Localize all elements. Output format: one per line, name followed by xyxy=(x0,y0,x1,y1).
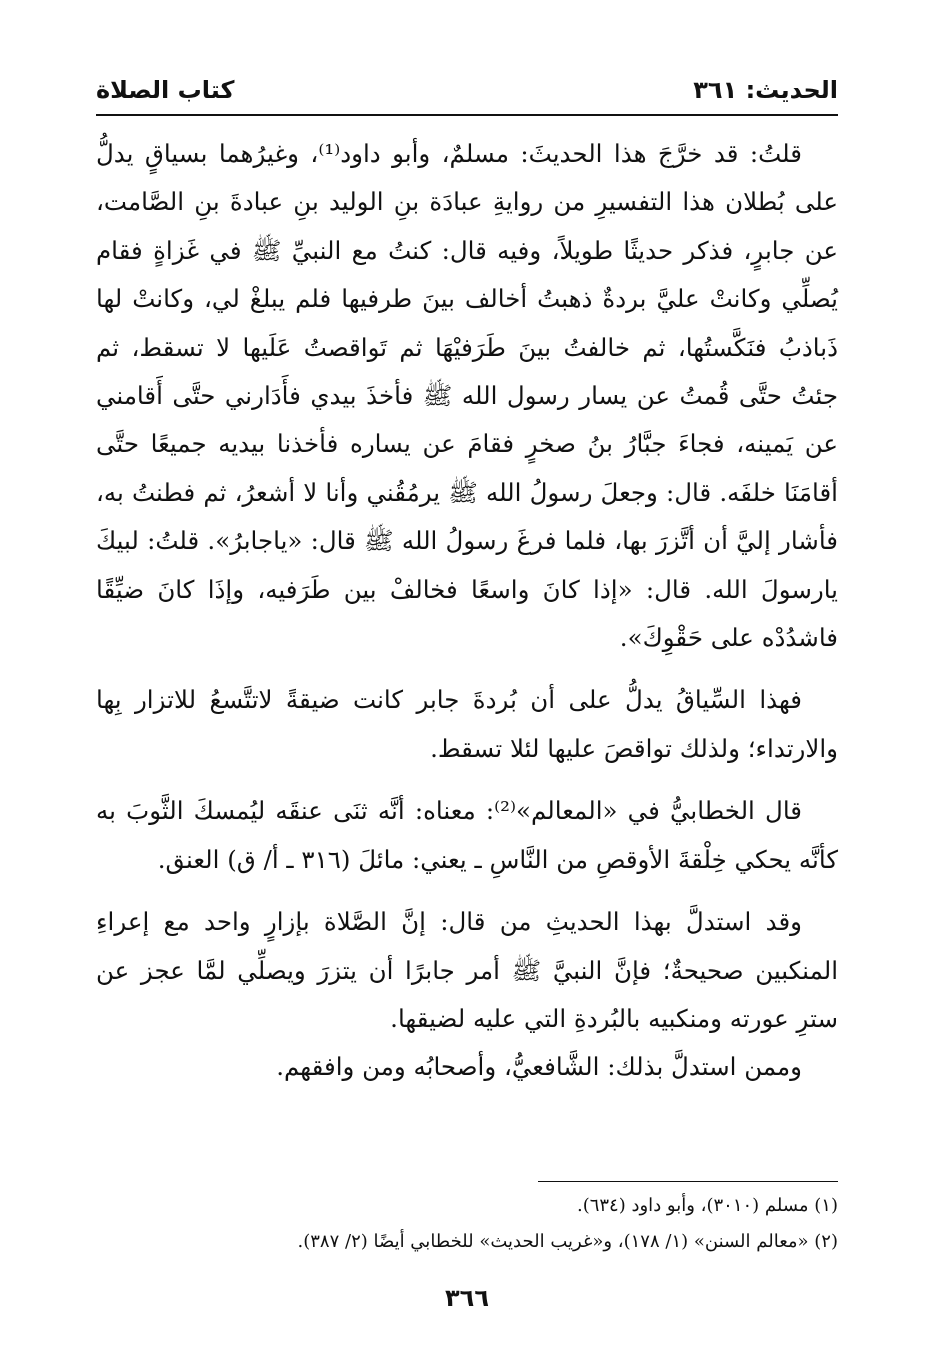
book-title: كتاب الصلاة xyxy=(96,76,235,104)
footnote-divider xyxy=(538,1181,838,1182)
header-divider xyxy=(96,114,838,116)
paragraph-2: فهذا السِّياقُ يدلُّ على أن بُردةَ جابر كانت ضيقةً لاتتَّسعُ للاتزار بِها والارتداء؛ ولذلك تواقصَ عليها لئلا تسقط. xyxy=(96,685,838,763)
main-text xyxy=(96,130,838,1092)
paragraph-3: قال الخطابيُّ في «المعالم»⁽²⁾: معناه: أنَّه ثنَى عنقَه ليُمسكَ الثَّوبَ به كأنَّه يحكي خِلْقةَ الأوقصِ من النَّاسِ ـ يعني: مائلَ (٣١٦ ـ أ/ ق) العنق. xyxy=(96,796,838,874)
page-number: ٣٦٦ xyxy=(445,1284,489,1312)
paragraph-5: وممن استدلَّ بذلك: الشَّافعيُّ، وأصحابُه ومن وافقهم. xyxy=(276,1052,802,1082)
book-page xyxy=(96,60,838,1330)
footnotes xyxy=(96,1188,838,1260)
paragraph-4: وقد استدلَّ بهذا الحديثِ من قال: إنَّ الصَّلاة بإزارٍ واحد مع إعراءِ المنكبين صحيحةٌ؛ فإنَّ النبيَّ ﷺ أمر جابرًا أن يتزرَ ويصلِّي لمَّا عجز عن سترِ عورته ومنكبيه بالبُردةِ التي عليه لضيقها. xyxy=(96,907,838,1033)
footnote-2: (٢) «معالم السنن» (١/ ١٧٨)، و«غريب الحديث» للخطابي أيضًا (٢/ ٣٨٧). xyxy=(297,1231,838,1252)
page-header xyxy=(96,68,838,112)
footnote-1: (١) مسلم (٣٠١٠)، وأبو داود (٦٣٤). xyxy=(576,1195,838,1216)
paragraph-1: قلتُ: قد خرَّجَ هذا الحديثَ: مسلمٌ، وأبو داود⁽¹⁾، وغيرُهما بسياقٍ يدلُّ على بُطلان هذا التفسيرِ من روايةِ عبادَة بنِ الوليد بنِ عبادةَ بنِ الصَّامت، عن جابرٍ، فذكر حديثًا طويلاً، وفيه قال: كنتُ مع النبيِّ ﷺ في غَزاةٍ فقام يُصلِّي وكانتْ عليَّ بردةٌ ذهبتُ أخالف بينَ طرفيها فلم يبلغْ لي، وكانتْ لها ذَباذبُ فنَكَّستُها، ثم خالفتُ بينَ طَرَفيْهَا ثم تَواقصتُ عَلَيها لا تسقط، ثم جئتُ حتَّى قُمتُ عن يسار رسول الله ﷺ فأخذَ بيدي فأَدَارني حتَّى أَقامني عن يَمينه، فجاءَ جبَّارُ بنُ صخرٍ فقامَ عن يساره فأخذنا بيديه جميعًا حتَّى أقامَنَا خلفَه. قال: وجعلَ رسولُ الله ﷺ يرمُقُني وأنا لا أشعرُ، ثم فطنتُ به، فأشار إليَّ أن أتَّزرَ بها، فلما فرغَ رسولُ الله ﷺ قال: «ياجابرُ». قلتُ: لبيكَ يارسولَ الله. قال: «إذا كانَ واسعًا فخالفْ بين طَرَفيه، وإذَا كانَ ضيِّقًا فاشدُدْه على حَقْوِكَ». xyxy=(96,139,838,653)
hadith-number-label: الحديث: ٣٦١ xyxy=(693,76,838,104)
